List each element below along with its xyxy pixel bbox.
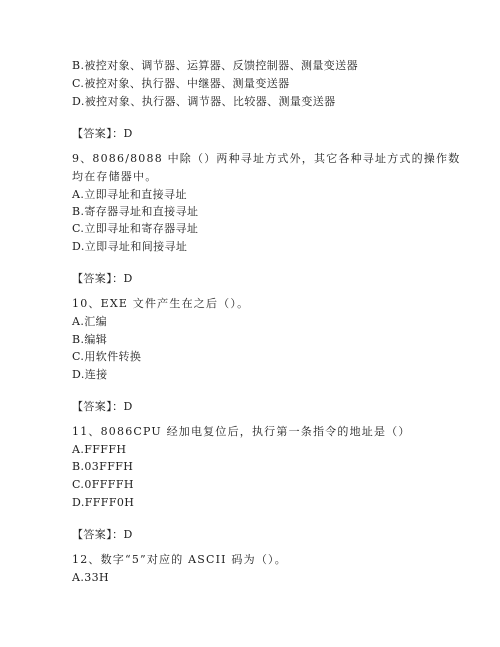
question-9-answer: 【答案】：D (72, 272, 133, 285)
question-9-stem-cont: 均在存储器中。 (72, 170, 158, 183)
question-9-option-b: B.寄存器寻址和直接寻址 (72, 205, 199, 218)
option-b-prev: B.被控对象、调节器、运算器、反馈控制器、测量变送器 (72, 59, 358, 72)
question-10-option-d: D.连接 (72, 368, 108, 381)
question-10-option-a: A.汇编 (72, 315, 108, 328)
question-11-answer: 【答案】：D (72, 528, 133, 541)
question-10-option-b: B.编辑 (72, 333, 108, 346)
question-9-option-d: D.立即寻址和间接寻址 (72, 240, 188, 253)
option-c-prev: C.被控对象、执行器、中继器、测量变送器 (72, 77, 290, 90)
question-11-option-b: B.03FFFH (72, 460, 134, 473)
question-12-option-a: A.33H (72, 571, 110, 584)
question-9-option-c: C.立即寻址和寄存器寻址 (72, 222, 199, 235)
question-10-stem: 10、EXE 文件产生在之后（）。 (72, 297, 250, 310)
question-11-option-d: D.FFFF0H (72, 496, 135, 509)
option-d-prev: D.被控对象、执行器、调节器、比较器、测量变送器 (72, 95, 336, 108)
question-12-stem: 12、数字“5”对应的 ASCII 码为（）。 (72, 553, 287, 566)
question-10-answer: 【答案】：D (72, 400, 133, 413)
question-10-option-c: C.用软件转换 (72, 350, 142, 363)
question-11-stem: 11、8086CPU 经加电复位后，执行第一条指令的地址是（） (72, 425, 411, 438)
answer-prev: 【答案】：D (72, 127, 133, 140)
question-11-option-c: C.0FFFFH (72, 478, 134, 491)
question-11-option-a: A.FFFFH (72, 443, 127, 456)
question-9-stem: 9、8086/8088 中除（）两种寻址方式外，其它各种寻址方式的操作数 (72, 152, 461, 165)
question-9-option-a: A.立即寻址和直接寻址 (72, 188, 187, 201)
